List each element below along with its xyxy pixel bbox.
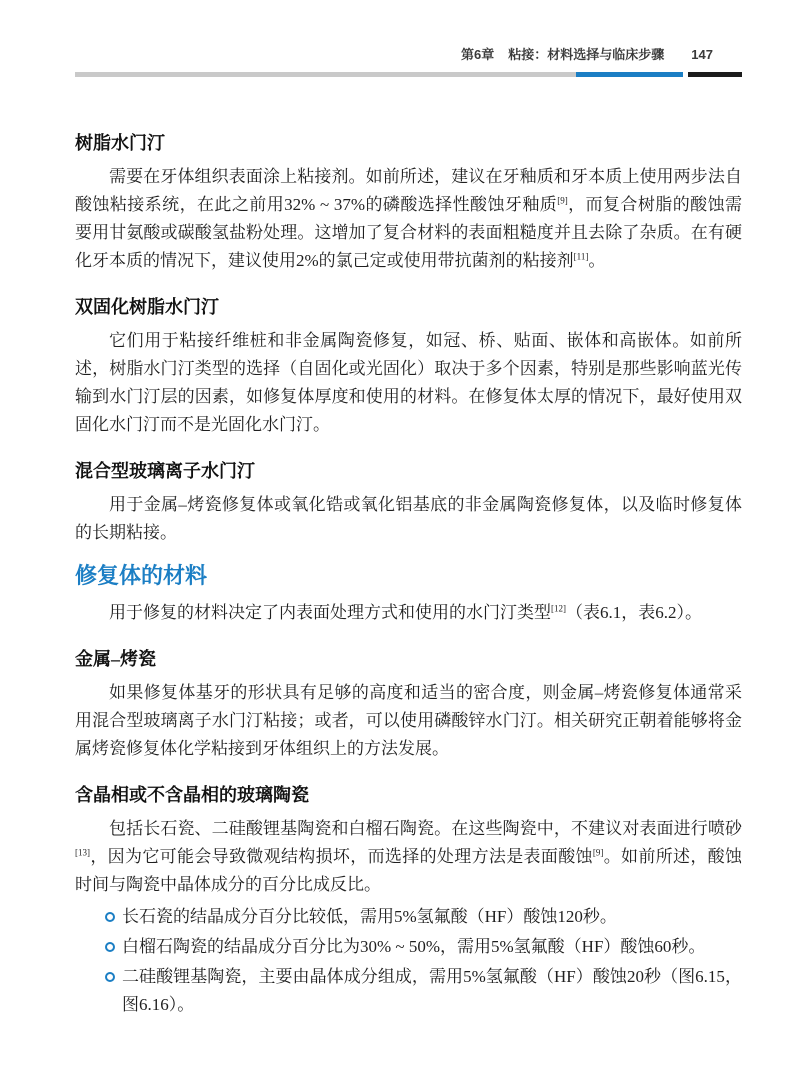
page-body xyxy=(75,131,742,1019)
running-head xyxy=(75,0,742,63)
list-item-text: 二硅酸锂基陶瓷，主要由晶体成分组成，需用5%氢氟酸（HF）酸蚀20秒（图6.15，图6.16）。 xyxy=(122,967,742,1014)
bullet-circle-icon xyxy=(105,942,115,952)
section-heading-glass-ceramic: 含晶相或不含晶相的玻璃陶瓷 xyxy=(75,785,309,805)
paragraph-restoration-materials: 用于修复的材料决定了内表面处理方式和使用的水门汀类型[12]（表6.1，表6.2）。 xyxy=(109,603,702,622)
page-header xyxy=(75,0,742,77)
list-item xyxy=(105,963,742,1019)
list-item xyxy=(105,933,742,961)
list-item-text: 白榴石陶瓷的结晶成分百分比为30% ~ 50%，需用5%氢氟酸（HF）酸蚀60秒。 xyxy=(122,937,706,956)
section-heading-metal-ceramic: 金属–烤瓷 xyxy=(75,649,156,669)
bullet-circle-icon xyxy=(105,972,115,982)
rule-blue-segment xyxy=(576,72,683,77)
rule-black-segment xyxy=(688,72,742,77)
major-heading-restoration-materials: 修复体的材料 xyxy=(75,563,208,588)
paragraph-dual-cure: 它们用于粘接纤维桩和非金属陶瓷修复，如冠、桥、贴面、嵌体和高嵌体。如前所述，树脂水门汀类型的选择（自固化或光固化）取决于多个因素，特别是那些影响蓝光传输到水门汀层的因素，如修复体厚度和使用的材料。在修复体太厚的情况下，最好使用双固化水门汀而不是光固化水门汀。 xyxy=(75,331,742,434)
chapter-label: 第6章 xyxy=(461,47,495,62)
etching-times-list xyxy=(75,903,742,1019)
paragraph-resin-cement: 需要在牙体组织表面涂上粘接剂。如前所述，建议在牙釉质和牙本质上使用两步法自酸蚀粘接系统，在此之前用32% ~ 37%的磷酸选择性酸蚀牙釉质[9]，而复合树脂的酸蚀需要用甘氨酸或碳酸氢盐粉处理。这增加了复合材料的表面粗糙度并且去除了杂质。在有硬化牙本质的情况下，建议使用2%的氯己定或使用带抗菌剂的粘接剂[11]。 xyxy=(75,167,742,270)
paragraph-metal-ceramic: 如果修复体基牙的形状具有足够的高度和适当的密合度，则金属–烤瓷修复体通常采用混合型玻璃离子水门汀粘接；或者，可以使用磷酸锌水门汀。相关研究正朝着能够将金属烤瓷修复体化学粘接到牙体组织上的方法发展。 xyxy=(75,683,742,758)
paragraph-glass-ceramic: 包括长石瓷、二硅酸锂基陶瓷和白榴石陶瓷。在这些陶瓷中，不建议对表面进行喷砂[13]，因为它可能会导致微观结构损坏，而选择的处理方法是表面酸蚀[9]。如前所述，酸蚀时间与陶瓷中晶体成分的百分比成反比。 xyxy=(75,819,743,894)
list-item xyxy=(105,903,742,931)
paragraph-hybrid-glass-ionomer: 用于金属–烤瓷修复体或氧化锆或氧化铝基底的非金属陶瓷修复体，以及临时修复体的长期粘接。 xyxy=(75,495,742,542)
header-rule xyxy=(75,72,742,77)
chapter-title: 粘接：材料选择与临床步骤 xyxy=(508,47,665,62)
section-heading-hybrid-glass-ionomer: 混合型玻璃离子水门汀 xyxy=(75,461,255,481)
section-heading-dual-cure: 双固化树脂水门汀 xyxy=(75,297,219,317)
page-number: 147 xyxy=(691,47,713,62)
section-heading-resin-cement: 树脂水门汀 xyxy=(75,133,165,153)
rule-gray-segment xyxy=(75,72,576,77)
list-item-text: 长石瓷的结晶成分百分比较低，需用5%氢氟酸（HF）酸蚀120秒。 xyxy=(122,907,617,926)
bullet-circle-icon xyxy=(105,912,115,922)
